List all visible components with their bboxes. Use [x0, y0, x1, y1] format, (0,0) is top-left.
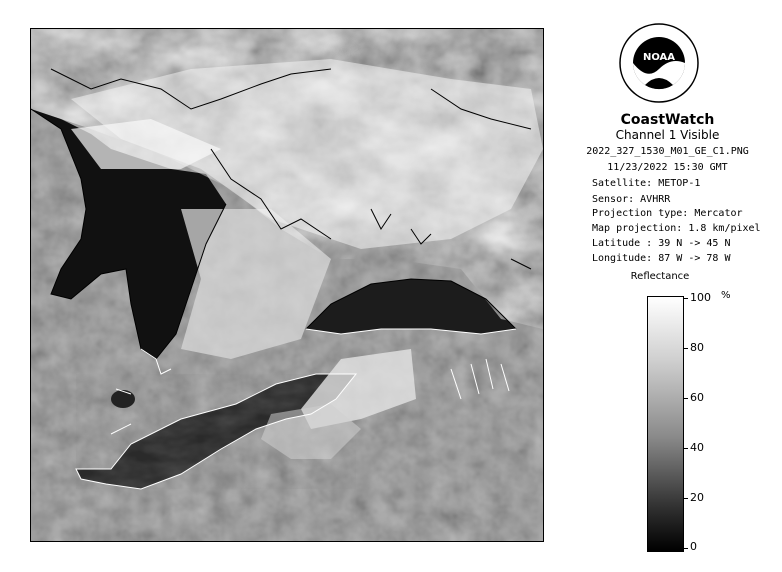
tick-label-20: 20 — [690, 491, 704, 504]
tick-mark — [683, 348, 688, 349]
satellite-visible-image — [31, 29, 543, 541]
tick-mark — [683, 548, 688, 549]
tick-label-40: 40 — [690, 441, 704, 454]
longitude-field: Longitude: 87 W -> 78 W — [592, 253, 731, 264]
colorbar — [647, 296, 684, 552]
latitude-field: Latitude : 39 N -> 45 N — [592, 238, 731, 249]
logo-text: NOAA — [642, 52, 676, 63]
sensor-field: Sensor: AVHRR — [592, 194, 671, 205]
tick-mark — [683, 298, 688, 299]
datetime: 11/23/2022 15:30 GMT — [607, 162, 728, 173]
brand-title: CoastWatch — [620, 112, 715, 128]
channel-name: Channel 1 Visible — [615, 128, 720, 142]
tick-label-100: 100 — [690, 291, 711, 304]
noaa-logo-icon — [619, 23, 699, 103]
tick-label-0: 0 — [690, 540, 697, 553]
projection-type-field: Projection type: Mercator — [592, 208, 743, 219]
colorbar-unit: % — [721, 290, 731, 301]
tick-mark — [683, 448, 688, 449]
satellite-image — [30, 28, 544, 542]
filename: 2022_327_1530_M01_GE_C1.PNG — [586, 146, 749, 157]
tick-mark — [683, 498, 688, 499]
tick-label-60: 60 — [690, 391, 704, 404]
tick-label-80: 80 — [690, 341, 704, 354]
tick-mark — [683, 398, 688, 399]
map-projection-field: Map projection: 1.8 km/pixel — [592, 223, 761, 234]
colorbar-title: Reflectance — [630, 271, 690, 282]
satellite-field: Satellite: METOP-1 — [592, 178, 701, 189]
